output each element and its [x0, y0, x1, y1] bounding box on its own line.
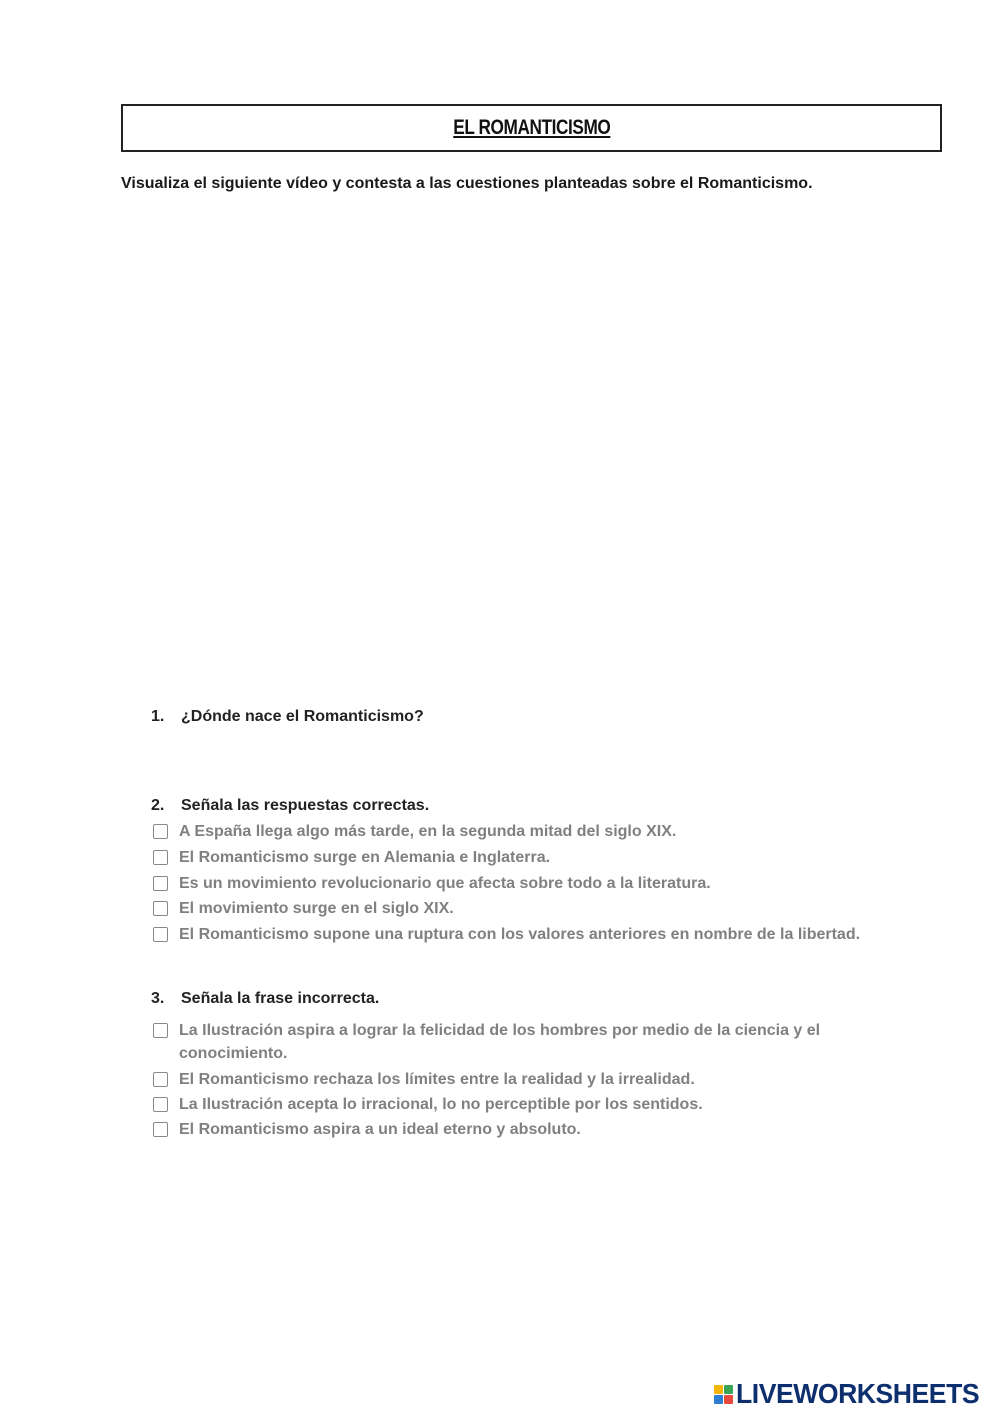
logo-mark-cell	[724, 1395, 733, 1404]
checkbox[interactable]	[153, 1072, 168, 1087]
checkbox[interactable]	[153, 901, 168, 916]
q3-option-2[interactable]	[153, 1071, 695, 1091]
checkbox[interactable]	[153, 1122, 168, 1137]
logo-mark-cell	[714, 1395, 723, 1404]
q3-option-3[interactable]	[153, 1096, 703, 1116]
title-box	[121, 104, 942, 152]
page-title: EL ROMANTICISMO	[452, 116, 611, 139]
option-label: La Ilustración aspira a lograr la felicidad de los hombres por medio de la ciencia y el conocimiento.	[179, 1022, 821, 1062]
instructions-text: Visualiza el siguiente vídeo y contesta a las cuestiones planteadas sobre el Romanticismo.	[121, 175, 813, 192]
option-label: El Romanticismo supone una ruptura con los valores anteriores en nombre de la libertad.	[179, 926, 861, 943]
q2-option-4[interactable]	[153, 900, 454, 920]
question-2-number: 2.	[151, 797, 165, 814]
q3-option-1[interactable]	[153, 1022, 873, 1065]
video-embed-area[interactable]	[121, 210, 941, 680]
q2-option-3[interactable]	[153, 875, 711, 895]
question-2-text: Señala las respuestas correctas.	[181, 797, 430, 814]
option-label: El Romanticismo rechaza los límites entre la realidad y la irrealidad.	[179, 1071, 695, 1088]
liveworksheets-logo[interactable]	[714, 1378, 992, 1410]
question-1-number: 1.	[151, 708, 165, 725]
logo-text: LIVEWORKSHEETS	[736, 1378, 980, 1409]
option-label: El movimiento surge en el siglo XIX.	[179, 900, 454, 917]
checkbox[interactable]	[153, 1097, 168, 1112]
logo-mark-cell	[724, 1385, 733, 1394]
q2-option-1[interactable]	[153, 823, 676, 843]
checkbox[interactable]	[153, 1023, 168, 1038]
option-label: El Romanticismo surge en Alemania e Inglaterra.	[179, 849, 551, 866]
logo-mark-icon	[714, 1385, 733, 1404]
option-label: Es un movimiento revolucionario que afecta sobre todo a la literatura.	[179, 875, 711, 892]
question-1-text: ¿Dónde nace el Romanticismo?	[181, 708, 424, 725]
question-3-text: Señala la frase incorrecta.	[181, 990, 380, 1007]
question-1	[151, 708, 424, 726]
checkbox[interactable]	[153, 824, 168, 839]
question-3	[151, 990, 379, 1008]
option-label: El Romanticismo aspira a un ideal eterno y absoluto.	[179, 1121, 581, 1138]
q2-option-5[interactable]	[153, 926, 860, 946]
logo-mark-cell	[714, 1385, 723, 1394]
option-label: La Ilustración acepta lo irracional, lo no perceptible por los sentidos.	[179, 1096, 703, 1113]
option-label: A España llega algo más tarde, en la segunda mitad del siglo XIX.	[179, 823, 677, 840]
q3-option-4[interactable]	[153, 1121, 581, 1141]
question-3-number: 3.	[151, 990, 165, 1007]
checkbox[interactable]	[153, 876, 168, 891]
q2-option-2[interactable]	[153, 849, 550, 869]
question-2	[151, 797, 429, 815]
checkbox[interactable]	[153, 850, 168, 865]
checkbox[interactable]	[153, 927, 168, 942]
